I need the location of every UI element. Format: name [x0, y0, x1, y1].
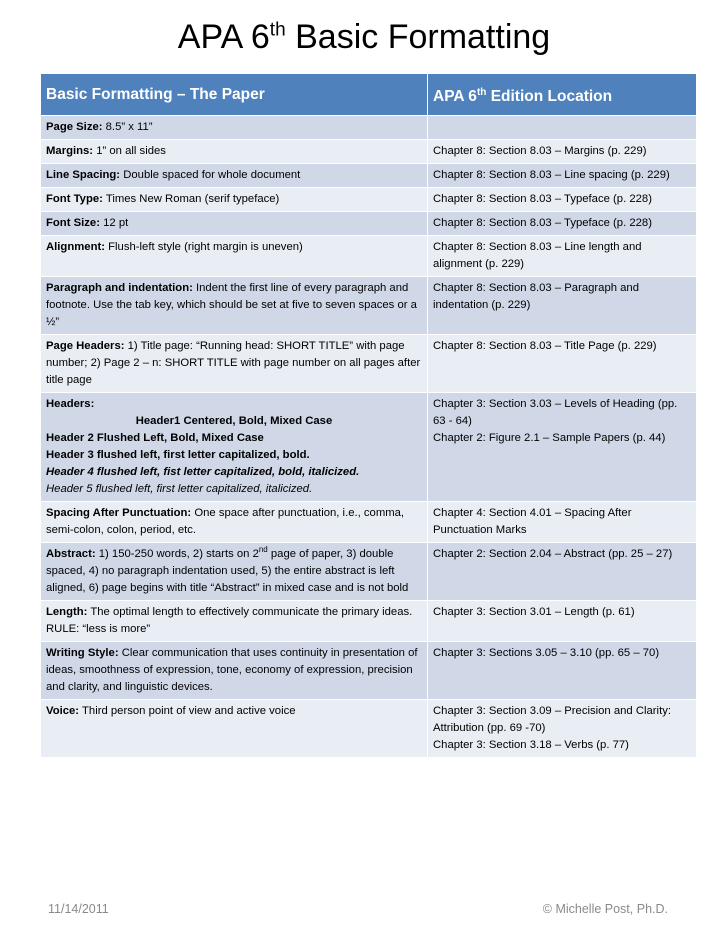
formatting-table	[40, 73, 697, 758]
footer-date: 11/14/2011	[48, 902, 109, 916]
table-row	[41, 601, 697, 642]
row-page-size: Page Size: 8.5” x 11”	[41, 116, 428, 140]
row-page-size-location	[428, 116, 697, 140]
row-margins: Margins: 1” on all sides	[41, 140, 428, 164]
row-abstract-location: Chapter 2: Section 2.04 – Abstract (pp. 25 – 27)	[428, 543, 697, 601]
table-row	[41, 393, 697, 502]
table-row	[41, 700, 697, 758]
row-paragraph-location: Chapter 8: Section 8.03 – Paragraph and indentation (p. 229)	[428, 277, 697, 335]
table-row	[41, 188, 697, 212]
header-level-4: Header 4 flushed left, fist letter capitalized, bold, italicized.	[46, 466, 360, 478]
row-voice: Voice: Third person point of view and active voice	[41, 700, 428, 758]
header-level-2: Header 2 Flushed Left, Bold, Mixed Case	[46, 432, 264, 444]
row-alignment-location: Chapter 8: Section 8.03 – Line length and alignment (p. 229)	[428, 236, 697, 277]
table-row	[41, 277, 697, 335]
row-length-location: Chapter 3: Section 3.01 – Length (p. 61)	[428, 601, 697, 642]
row-page-headers-location: Chapter 8: Section 8.03 – Title Page (p. 229)	[428, 335, 697, 393]
row-margins-location: Chapter 8: Section 8.03 – Margins (p. 229)	[428, 140, 697, 164]
row-headers-location: Chapter 3: Section 3.03 – Levels of Heading (pp. 63 - 64) Chapter 2: Figure 2.1 – Sample Papers (p. 44)	[428, 393, 697, 502]
row-paragraph: Paragraph and indentation: Indent the first line of every paragraph and footnote. Use the tab key, which should be set at five to seven spaces or a ½”	[41, 277, 428, 335]
row-spacing-location: Chapter 4: Section 4.01 – Spacing After Punctuation Marks	[428, 502, 697, 543]
footer-author: © Michelle Post, Ph.D.	[542, 902, 668, 916]
row-abstract: Abstract: 1) 150-250 words, 2) starts on 2nd page of paper, 3) double spaced, 4) no paragraph indentation used, 5) the entire abstract is left aligned, 6) page begins with title “Abstract” in mixed case and is not bold	[41, 543, 428, 601]
table-row	[41, 116, 697, 140]
page-title: APA 6th Basic Formatting	[177, 18, 551, 56]
row-writing-style-location: Chapter 3: Sections 3.05 – 3.10 (pp. 65 – 70)	[428, 642, 697, 700]
table-row	[41, 236, 697, 277]
row-length: Length: The optimal length to effectively communicate the primary ideas. RULE: “less is more”	[41, 601, 428, 642]
table-row	[41, 642, 697, 700]
header-level-5: Header 5 flushed left, first letter capitalized, italicized.	[46, 483, 313, 495]
table-row	[41, 212, 697, 236]
headers-label: Headers:	[46, 398, 95, 410]
row-alignment: Alignment: Flush-left style (right margin is uneven)	[41, 236, 428, 277]
header-level-1: Header1 Centered, Bold, Mixed Case	[135, 415, 333, 427]
row-font-size: Font Size: 12 pt	[41, 212, 428, 236]
row-line-spacing-location: Chapter 8: Section 8.03 – Line spacing (p. 229)	[428, 164, 697, 188]
table-row	[41, 164, 697, 188]
row-voice-location: Chapter 3: Section 3.09 – Precision and Clarity: Attribution (pp. 69 -70) Chapter 3: Section 3.18 – Verbs (p. 77)	[428, 700, 697, 758]
column-header-paper: Basic Formatting – The Paper	[41, 74, 428, 116]
row-font-type: Font Type: Times New Roman (serif typeface)	[41, 188, 428, 212]
column-header-location: APA 6th Edition Location	[428, 74, 697, 116]
row-page-headers: Page Headers: 1) Title page: “Running head: SHORT TITLE” with page number; 2) Page 2 – n: SHORT TITLE with page number on all pages after title page	[41, 335, 428, 393]
table-row	[41, 335, 697, 393]
row-line-spacing: Line Spacing: Double spaced for whole document	[41, 164, 428, 188]
row-spacing: Spacing After Punctuation: One space after punctuation, i.e., comma, semi-colon, colon, period, etc.	[41, 502, 428, 543]
table-row	[41, 543, 697, 601]
header-level-3: Header 3 flushed left, first letter capitalized, bold.	[46, 449, 310, 461]
row-writing-style: Writing Style: Clear communication that uses continuity in presentation of ideas, smoothness of expression, tone, economy of expression, precision and clarity, and linguistic devices.	[41, 642, 428, 700]
row-font-type-location: Chapter 8: Section 8.03 – Typeface (p. 228)	[428, 188, 697, 212]
table-header-row	[41, 74, 697, 116]
table-row	[41, 502, 697, 543]
row-headers	[41, 393, 428, 502]
row-font-size-location: Chapter 8: Section 8.03 – Typeface (p. 228)	[428, 212, 697, 236]
table-row	[41, 140, 697, 164]
